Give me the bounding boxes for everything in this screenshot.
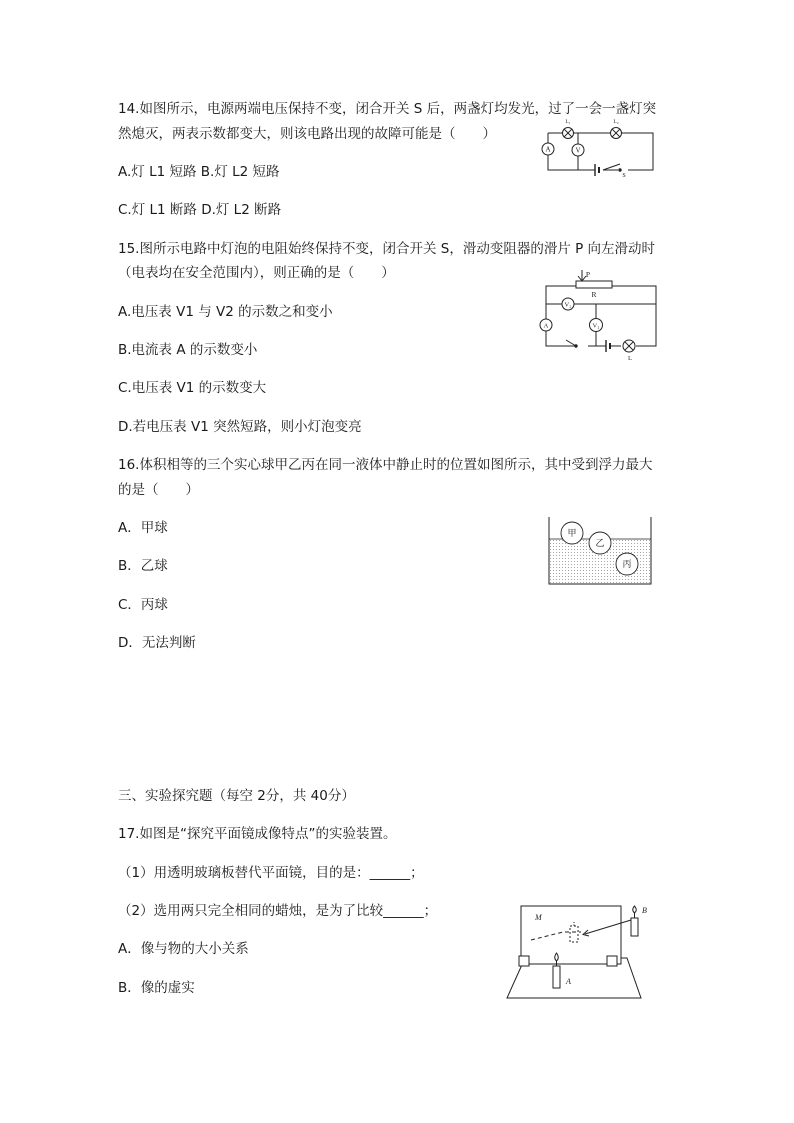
slider-p-label: P [585, 270, 591, 279]
q16-option-a: A．甲球 [118, 520, 168, 536]
q17-option-a: A．像与物的大小关系 [118, 941, 249, 957]
q15-option-c: C.电压表 V1 的示数变大 [118, 380, 267, 396]
candle-a-icon [553, 966, 560, 988]
q15-option-d: D.若电压表 V1 突然短路，则小灯泡变亮 [118, 419, 362, 435]
q16-option-b: B．乙球 [118, 558, 168, 574]
switch-label: S [622, 173, 626, 179]
q16-option-d: D．无法判断 [118, 635, 196, 651]
q14-stem-line1: 14.如图所示，电源两端电压保持不变，闭合开关 S 后，两盏灯均发光，过了一会一盏灯突 [118, 101, 657, 117]
ammeter-label: A [545, 145, 551, 154]
q17-sub1: （1）用透明玻璃板替代平面镜，目的是：______； [118, 865, 424, 881]
q16-option-c: C．丙球 [118, 597, 168, 613]
q17-mirror-setup-diagram [503, 898, 663, 1000]
q17-sub2: （2）选用两只完全相同的蜡烛，是为了比较______； [118, 903, 438, 919]
mirror-m-label: M [535, 913, 542, 922]
q16-container-diagram [546, 515, 654, 587]
v2-label: V₂ [564, 301, 572, 309]
candle-b-label: B [642, 906, 647, 915]
q14-option-ab: A.灯 L1 短路 B.灯 L2 短路 [118, 164, 280, 180]
q16-stem-line1: 16.体积相等的三个实心球甲乙丙在同一液体中静止时的位置如图所示，其中受到浮力最大 [118, 457, 653, 473]
q15-option-b: B.电流表 A 的示数变小 [118, 342, 258, 358]
rheostat-r-label: R [591, 290, 597, 299]
voltmeter-label: V [575, 146, 581, 155]
q14-circuit-diagram [538, 113, 664, 179]
q15-circuit-diagram [536, 266, 664, 362]
ball-jia-label: 甲 [567, 528, 577, 538]
lamp2-label: L₂ [613, 119, 619, 125]
candle-a-label: A [566, 977, 571, 986]
q17-stem: 17.如图是“探究平面镜成像特点”的实验装置。 [118, 826, 397, 842]
lamp-label: L [628, 355, 632, 362]
q15-option-a: A.电压表 V1 与 V2 的示数之和变小 [118, 304, 333, 320]
v1-label: V₁ [592, 322, 600, 330]
q14-stem-line2: 然熄灭，两表示数都变大，则该电路出现的故障可能是（ ） [118, 126, 496, 142]
q17-option-b: B．像的虚实 [118, 980, 195, 996]
ball-bing-label: 丙 [622, 559, 632, 569]
section3-heading: 三、实验探究题（每空 2分，共 40分） [118, 788, 355, 804]
q16-stem-line2: 的是（ ） [118, 482, 199, 498]
lamp1-label: L₁ [565, 119, 571, 125]
q14-option-cd: C.灯 L1 断路 D.灯 L2 断路 [118, 202, 282, 218]
q15-stem-line1: 15.图所示电路中灯泡的电阻始终保持不变，闭合开关 S，滑动变阻器的滑片 P 向左滑动时 [118, 241, 656, 257]
ammeter-label: A [543, 322, 549, 330]
q15-stem-line2: （电表均在安全范围内），则正确的是（ ） [118, 265, 395, 281]
candle-b-icon [631, 918, 638, 936]
ball-yi-label: 乙 [595, 538, 605, 548]
